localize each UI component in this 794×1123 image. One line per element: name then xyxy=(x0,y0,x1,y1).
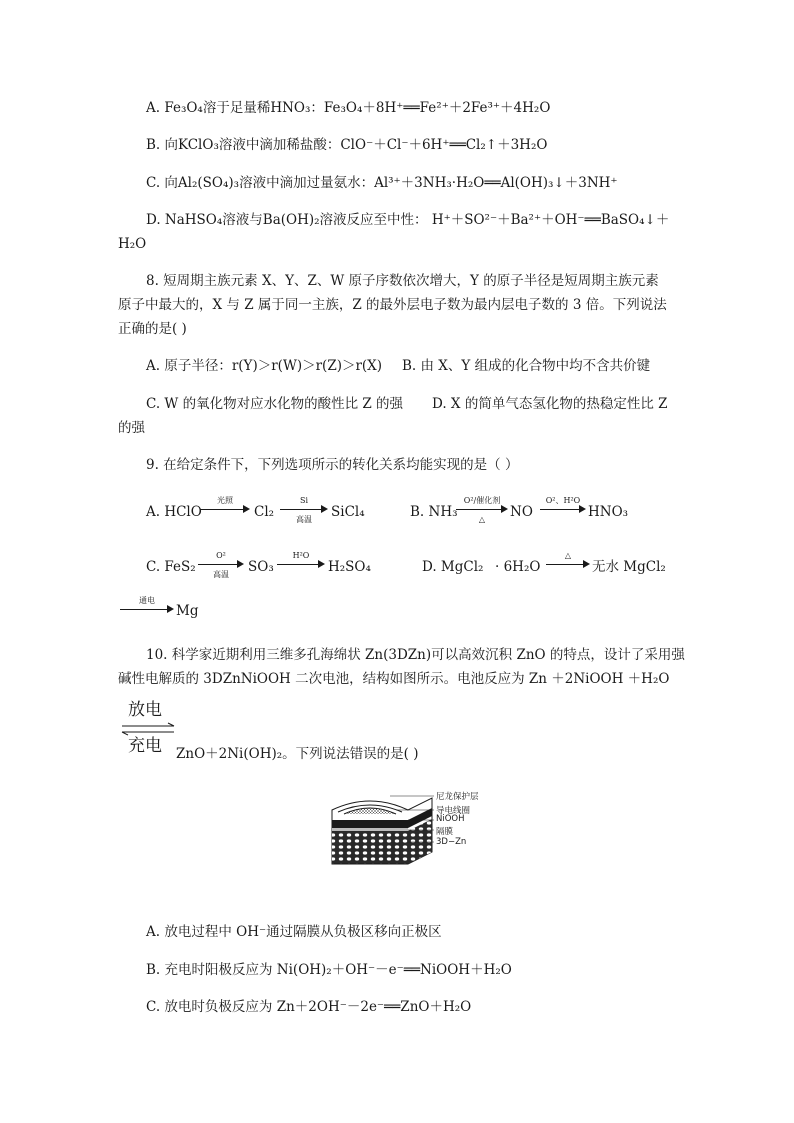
label-niooh: NiOOH xyxy=(436,814,465,824)
q9d-arrow2 xyxy=(120,596,174,622)
q7-option-b: B. 向KClO₃溶液中滴加稀盐酸：ClO⁻＋Cl⁻＋6H⁺══Cl₂↑＋3H₂O xyxy=(146,137,548,153)
q10-stem-line2: 碱性电解质的 3DZnNiOOH 二次电池，结构如图所示。电池反应为 Zn ＋2NiOOH ＋H₂O xyxy=(118,671,670,687)
q7-option-d: D. NaHSO₄溶液与Ba(OH)₂溶液反应至中性： H⁺＋SO²⁻＋Ba²⁺＋OH⁻══BaSO₄↓＋ xyxy=(146,212,670,228)
q9a-arrow1 xyxy=(200,496,250,522)
charge-label: 充电 xyxy=(128,736,162,756)
q9d-arrow2-cond: 通电 xyxy=(139,596,155,605)
q10-stem-line1: 10. 科学家近期利用三维多孔海绵状 Zn(3DZn)可以高效沉积 ZnO 的特点，设计了采用强 xyxy=(146,647,685,663)
q9b-arrow2-cond: O²、H²O xyxy=(545,496,581,505)
label-nylon-layer: 尼龙保护层 xyxy=(436,792,479,802)
label-conductive-coil: 导电线圈 xyxy=(436,806,471,816)
arrow-head-icon xyxy=(321,505,328,513)
discharge-label: 放电 xyxy=(128,700,162,720)
q7-option-d-cont: H₂O xyxy=(118,236,147,252)
reversible-arrow xyxy=(118,700,178,760)
label-separator: 隔膜 xyxy=(436,827,454,837)
q9-stem: 9. 在给定条件下，下列选项所示的转化关系均能实现的是（ ） xyxy=(146,457,519,473)
q8-option-d-cont: 的强 xyxy=(118,420,145,436)
q9d-reactant-hydrate: · 6H₂O xyxy=(495,559,541,575)
q9a-reactant: A. HClO xyxy=(146,504,202,520)
battery-diagram-svg xyxy=(330,790,480,870)
q9b-reactant: B. NH₃ xyxy=(410,504,458,520)
q9a-mid: Cl₂ xyxy=(254,504,275,520)
q9c-arrow1-cond-bottom: 高温 xyxy=(213,570,229,579)
q9a-product: SiCl₄ xyxy=(331,504,365,520)
arrow-head-icon xyxy=(583,560,590,568)
q8-option-a: A. 原子半径：r(Y)＞r(W)＞r(Z)＞r(X) xyxy=(146,358,383,374)
battery-structure-diagram xyxy=(330,790,480,870)
q9a-arrow2-cond-top: Si xyxy=(299,496,309,505)
q9b-arrow2 xyxy=(540,496,586,522)
q9c-arrow2 xyxy=(277,551,325,577)
q9a-arrow1-cond: 光照 xyxy=(217,496,233,505)
q8-stem-line1: 8. 短周期主族元素 X、Y、Z、W 原子序数依次增大，Y 的原子半径是短周期主族元素 xyxy=(146,273,659,289)
q9c-product: H₂SO₄ xyxy=(328,559,371,575)
q8-option-b: B. 由 X、Y 组成的化合物中均不含共价键 xyxy=(402,358,651,374)
q8-stem-line2: 原子中最大的，X 与 Z 属于同一主族，Z 的最外层电子数为最内层电子数的 3 倍。下列说法 xyxy=(118,297,667,313)
q9b-mid: NO xyxy=(510,504,533,520)
q9b-arrow1-cond-bottom: △ xyxy=(478,515,486,524)
q7-option-c: C. 向Al₂(SO₄)₃溶液中滴加过量氨水：Al³⁺＋3NH₃·H₂O══Al(OH)₃↓＋3NH⁺ xyxy=(146,175,618,191)
q9a-arrow2 xyxy=(280,496,328,522)
q9d-reactant: D. MgCl₂ xyxy=(422,559,484,575)
q9c-mid: SO₃ xyxy=(248,559,274,575)
q9c-arrow2-cond: H²O xyxy=(292,551,310,560)
arrow-head-icon xyxy=(167,605,174,613)
q9c-arrow1-cond-top: O² xyxy=(216,551,226,560)
q9d-mid: 无水 MgCl₂ xyxy=(592,559,666,575)
arrow-head-icon xyxy=(243,505,250,513)
arrow-head-icon xyxy=(237,560,244,568)
q9c-reactant: C. FeS₂ xyxy=(146,559,196,575)
arrow-head-icon xyxy=(579,505,586,513)
q9a-arrow2-cond-bottom: 高温 xyxy=(296,515,312,524)
q9b-arrow1-cond-top: O²/催化剂 xyxy=(463,496,501,505)
q9d-product: Mg xyxy=(176,603,199,619)
q9b-product: HNO₃ xyxy=(588,504,629,520)
q8-option-c: C. W 的氧化物对应水化物的酸性比 Z 的强 xyxy=(146,396,404,412)
q8-stem-line3: 正确的是( ) xyxy=(118,321,187,337)
q9d-arrow1 xyxy=(546,551,590,577)
q8-option-d: D. X 的简单气态氢化物的热稳定性比 Z xyxy=(432,396,668,412)
q9d-arrow1-cond: △ xyxy=(564,551,572,560)
q9b-arrow1 xyxy=(456,496,508,522)
arrow-head-icon xyxy=(318,560,325,568)
q10-stem-line3: ZnO＋2Ni(OH)₂。下列说法错误的是( ) xyxy=(176,746,419,762)
q7-option-a: A. Fe₃O₄溶于足量稀HNO₃：Fe₃O₄＋8H⁺══Fe²⁺＋2Fe³⁺＋4H₂O xyxy=(146,100,551,116)
equilibrium-arrows-icon xyxy=(118,722,178,736)
q10-option-c: C. 放电时负极反应为 Zn＋2OH⁻－2e⁻══ZnO＋H₂O xyxy=(146,999,472,1015)
arrow-head-icon xyxy=(501,505,508,513)
q10-option-b: B. 充电时阳极反应为 Ni(OH)₂＋OH⁻－e⁻══NiOOH＋H₂O xyxy=(146,962,512,978)
q10-option-a: A. 放电过程中 OH⁻通过隔膜从负极区移向正极区 xyxy=(146,924,442,940)
q9c-arrow1 xyxy=(198,551,244,577)
label-3d-zn: 3D−Zn xyxy=(436,837,467,847)
